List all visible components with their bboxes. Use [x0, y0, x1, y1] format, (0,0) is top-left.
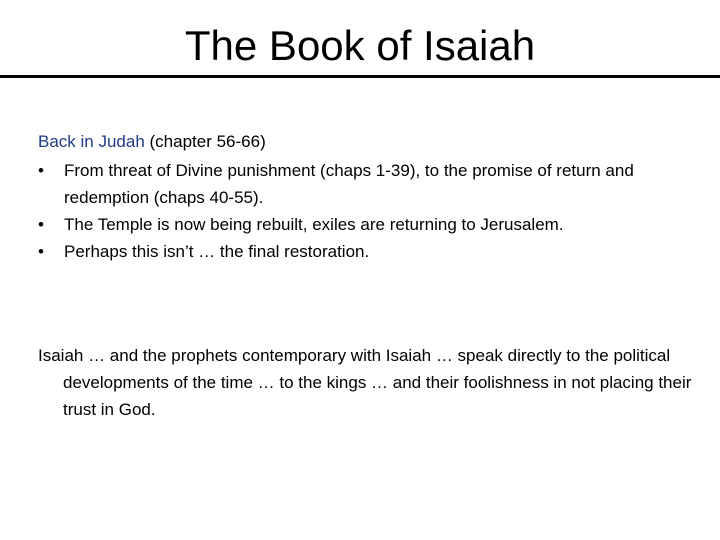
body-paragraph: Isaiah … and the prophets contemporary with Isaiah … speak directly to the political developments of the time … to the kings … and their foolishness in not placing their trust in God. — [38, 346, 692, 419]
bullet-item — [38, 238, 688, 265]
bullet-text: Perhaps this isn’t … the final restoration. — [64, 242, 370, 261]
title-underline — [0, 75, 720, 78]
section-heading-chapters: (chapter 56-66) — [144, 132, 266, 151]
section-heading-highlight: Back in Judah — [38, 132, 145, 151]
bullet-item — [38, 211, 688, 238]
bullet-item — [38, 157, 688, 211]
bullet-text: The Temple is now being rebuilt, exiles are returning to Jerusalem. — [64, 215, 564, 234]
bullet-list — [38, 157, 688, 265]
slide-title: The Book of Isaiah — [184, 22, 536, 69]
bullet-text: From threat of Divine punishment (chaps 1-39), to the promise of return and redemption (chaps 40-55). — [64, 161, 634, 207]
bullet-icon: • — [38, 215, 44, 234]
bullet-icon: • — [38, 242, 44, 261]
section-heading — [38, 130, 266, 154]
bullet-icon: • — [38, 161, 44, 180]
